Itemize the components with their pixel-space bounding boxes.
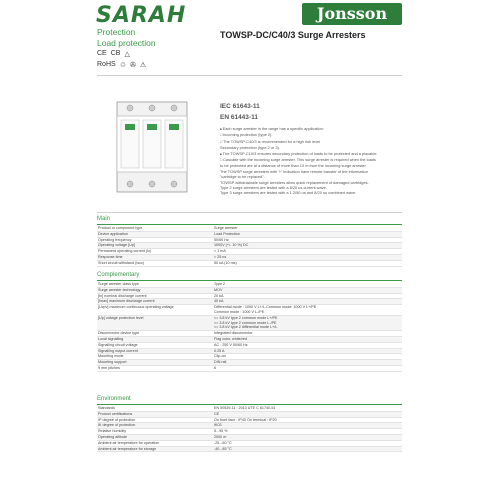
description-line: to be protected are at a distance of more than 10 m from the incoming surge arrester. [220, 163, 367, 169]
spec-key: Operating altitude [97, 434, 213, 440]
spec-row [97, 365, 402, 371]
description-line: TOWSP withdrawable surge arresters allow quick replacement of damaged cartridges. [220, 179, 369, 185]
spec-value: IK03 [213, 423, 402, 429]
section-line-complementary [97, 280, 402, 281]
spec-value: Surge arrester [213, 226, 402, 231]
product-description [220, 126, 405, 196]
spec-key: Relative humidity [97, 429, 213, 435]
category-subtitle: Load protection [97, 38, 156, 48]
spec-key: Mounting mode [97, 354, 213, 360]
ce-mark-icon: CE [97, 50, 107, 57]
spec-value: AC : 250 V 50/60 Hz [213, 342, 402, 348]
spec-value: 20 kA [213, 293, 402, 299]
description-line: □ Cascade with the incoming surge arrester. This surge arrester is required when the loads [220, 157, 405, 163]
description-divider [97, 212, 402, 213]
jonsson-logo: Jonsson [302, 3, 402, 25]
spec-key: Permanent operating current (Ic) [97, 249, 213, 255]
spec-row [97, 315, 402, 330]
spec-value: DIN rail [213, 360, 402, 366]
recycle-icon: ♲ [119, 62, 126, 69]
spec-key: Operating voltage [Up] [97, 243, 213, 249]
spec-table-main [97, 226, 402, 267]
sarah-logo: SARAH [96, 3, 187, 28]
certification-icons-row-2 [97, 61, 146, 69]
spec-value: <= 3.8 kV type 2 common mode L+/PE <= 3.8 kV type 2 common mode L-/PE <= 3.8 kV type 2 differential mode L+/L [213, 315, 402, 330]
spec-key: Ambient air temperature for storage [97, 446, 213, 452]
certification-icons-row-1 [97, 50, 130, 58]
spec-key: IK degree of protection [97, 423, 213, 429]
spec-value: Clip-on [213, 354, 402, 360]
spec-value: 50/60 Hz [213, 237, 402, 243]
spec-key: Surge arrester class type [97, 282, 213, 287]
spec-value: < 1 mA [213, 249, 402, 255]
spec-row [97, 446, 402, 452]
spec-table-environment [97, 406, 402, 452]
description-line: Type 3 surge arresters are tested with a 1.2/50 us and 8/20 us combined wave. [220, 190, 357, 196]
description-line: ■ The TOWSP-C10/3 ensures secondary protection of loads to be protected and a placable [220, 151, 405, 157]
spec-key: [Imax] maximum discharge current [97, 299, 213, 305]
header [0, 0, 500, 50]
spec-key: Signalling circuit voltage [97, 342, 213, 348]
spec-key: Product certifications [97, 411, 213, 417]
spec-key: Standards [97, 406, 213, 411]
description-line: Secondary protection (type 2 or 3). [220, 145, 280, 151]
spec-value: 5...95 % [213, 429, 402, 435]
spec-key: Mounting support [97, 360, 213, 366]
spec-value: Differential mode : 1000 V L+/L-Common mode: 1000 V L+/PE Common mode : 1000 V L-/PE [213, 305, 402, 316]
spec-key: [Ucpv] maximum continuous operating voltage [97, 305, 213, 316]
spec-value: CE [213, 411, 402, 417]
triangle-mark-icon: △ [124, 51, 130, 58]
standard-iec: IEC 61643-11 [220, 103, 260, 110]
spec-key: [In] nominal discharge current [97, 293, 213, 299]
section-title-complementary: Complementary [97, 272, 140, 278]
spec-value: Load Protection [213, 231, 402, 237]
description-line: Type 2 surge arresters are tested with a 8/20 us current wave. [220, 185, 327, 191]
spec-value: -25...60 °C [213, 440, 402, 446]
spec-value: Integrated disconnector [213, 331, 402, 337]
spec-key: Short circuit withstand (Iscc) [97, 260, 213, 266]
spec-value: Flag color, white/red [213, 336, 402, 342]
description-line: The TOWSP surge arresters with "r" indication have remote transfer of the information [220, 168, 368, 174]
spec-table-complementary [97, 282, 402, 372]
section-line-main [97, 224, 402, 225]
category-title: Protection [97, 27, 136, 37]
spec-row [97, 305, 402, 316]
spec-value: Type 2 [213, 282, 402, 287]
rohs-icon: RoHS [97, 61, 116, 68]
cb-mark-icon: CB [110, 50, 121, 57]
spec-value: MOV [213, 287, 402, 293]
spec-key: Signalling output current [97, 348, 213, 354]
spec-value: On front face : IP40 On terminal : IP20 [213, 417, 402, 423]
spec-key: Operating frequency [97, 237, 213, 243]
spec-value: 40 kA [213, 299, 402, 305]
description-line: □ Incoming protection (type 2). [220, 132, 405, 138]
spec-key: Ambient air temperature for operation [97, 440, 213, 446]
spec-key: Disconnector device type [97, 331, 213, 337]
spec-value: EN 50539-11 : 2013 UTE C 61740-51 [213, 406, 402, 411]
description-line: □ The TOWSP-C40/3 is recommended for a high risk level [220, 139, 405, 145]
spec-key: Response time [97, 254, 213, 260]
spec-key: 9 mm pitches [97, 365, 213, 371]
spec-key: IP degree of protection [97, 417, 213, 423]
spec-value: 50 kA (10 ms) [213, 260, 402, 266]
spec-key: Device application [97, 231, 213, 237]
description-line: ■ Each surge arrester in the range has a specific application: [220, 126, 405, 132]
weee-icon: ✇ [129, 62, 136, 69]
spec-value: < 25 ns [213, 254, 402, 260]
spec-key: Surge arrester technology [97, 287, 213, 293]
product-title: TOWSP-DC/C40/3 Surge Arresters [220, 30, 366, 40]
section-line-environment [97, 404, 402, 405]
section-title-main: Main [97, 216, 111, 222]
spec-key: Product or component type [97, 226, 213, 231]
spec-row [97, 260, 402, 266]
warning-icon: ⚠ [139, 62, 147, 69]
spec-value: 1000V (+/- 10 %) DC [213, 243, 402, 249]
description-line: "cartridge to be replaced". [220, 174, 265, 180]
spec-key: [Up] voltage protection level [97, 315, 213, 330]
spec-value: 6 [213, 365, 402, 371]
standard-en: EN 61443-11 [220, 114, 258, 121]
spec-value: 2000 m [213, 434, 402, 440]
section-title-environment: Environment [97, 396, 131, 402]
spec-key: Local signalling [97, 336, 213, 342]
spec-value: -40...85 °C [213, 446, 402, 452]
surge-arrester-image [115, 96, 190, 196]
spec-value: 0.25 A [213, 348, 402, 354]
header-divider [97, 75, 402, 76]
